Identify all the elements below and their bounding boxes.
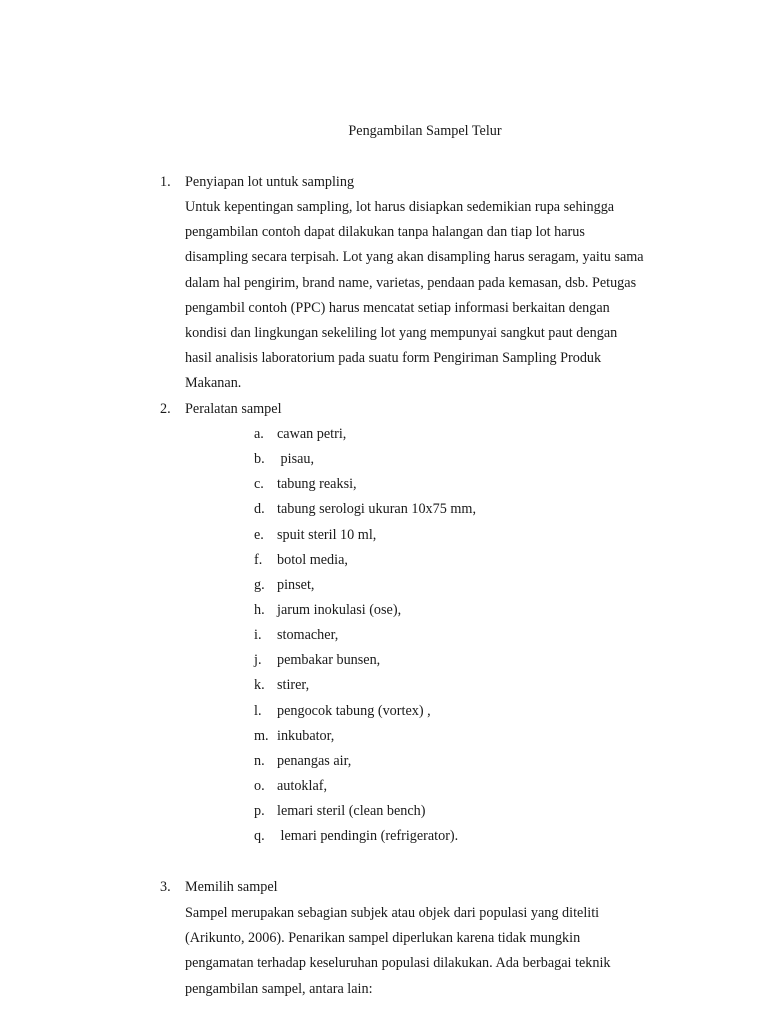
section-1-number: 1.	[160, 174, 171, 190]
paragraph-line: (Arikunto, 2006). Penarikan sampel diperlukan karena tidak mungkin	[185, 930, 581, 947]
list-item-letter: p.	[254, 803, 265, 820]
list-item-letter: j.	[254, 652, 262, 669]
list-item	[254, 425, 476, 450]
list-item	[254, 500, 476, 525]
list-item-text: penangas air,	[277, 752, 352, 769]
section-2-number: 2.	[160, 401, 171, 417]
paragraph-line: Makanan.	[185, 375, 242, 392]
paragraph-line: kondisi dan lingkungan sekeliling lot yang mempunyai sangkut paut dengan	[185, 324, 618, 341]
paragraph-line: dalam hal pengirim, brand name, varietas, pendaan pada kemasan, dsb. Petugas	[185, 274, 637, 291]
list-item	[254, 727, 476, 752]
list-item-text: spuit steril 10 ml,	[277, 526, 377, 543]
section-1-paragraph	[185, 198, 695, 400]
section-2-heading: Peralatan sampel	[185, 401, 282, 417]
section-3-number: 3.	[160, 879, 171, 895]
list-item-letter: m.	[254, 727, 269, 744]
list-item-letter: h.	[254, 601, 265, 618]
list-item	[254, 626, 476, 651]
list-item-letter: c.	[254, 476, 264, 493]
list-item-text: stirer,	[277, 677, 310, 694]
paragraph-line: pengambilan contoh dapat dilakukan tanpa halangan dan tiap lot harus	[185, 224, 585, 241]
paragraph-line: pengamatan terhadap keseluruhan populasi dilakukan. Ada berbagai teknik	[185, 955, 611, 972]
list-item-text: lemari pendingin (refrigerator).	[277, 828, 459, 845]
list-item-text: pembakar bunsen,	[277, 652, 381, 669]
list-item	[254, 827, 476, 852]
paragraph-line: Sampel merupakan sebagian subjek atau objek dari populasi yang diteliti	[185, 905, 600, 921]
paragraph-line: pengambilan sampel, antara lain:	[185, 980, 373, 997]
list-item	[254, 702, 476, 727]
list-item	[254, 526, 476, 551]
list-item	[254, 475, 476, 500]
list-item-letter: g.	[254, 576, 265, 593]
list-item	[254, 601, 476, 626]
list-item-letter: d.	[254, 501, 265, 518]
list-item-letter: e.	[254, 526, 264, 543]
list-item-letter: i.	[254, 627, 262, 644]
paragraph-line: pengambil contoh (PPC) harus mencatat setiap informasi berkaitan dengan	[185, 299, 610, 316]
section-1-heading: Penyiapan lot untuk sampling	[185, 174, 355, 190]
list-item	[254, 752, 476, 777]
list-item-text: tabung serologi ukuran 10x75 mm,	[277, 501, 476, 518]
list-item	[254, 676, 476, 701]
list-item-text: jarum inokulasi (ose),	[277, 601, 402, 618]
list-item-letter: l.	[254, 702, 262, 719]
section-3-heading: Memilih sampel	[185, 879, 278, 895]
equipment-list	[254, 425, 476, 852]
list-item-letter: q.	[254, 828, 265, 845]
list-item	[254, 777, 476, 802]
list-item-text: pisau,	[277, 451, 315, 468]
list-item	[254, 576, 476, 601]
list-item-letter: k.	[254, 677, 265, 694]
list-item	[254, 651, 476, 676]
list-item-text: inkubator,	[277, 727, 335, 744]
list-item-letter: n.	[254, 752, 265, 769]
list-item-text: pengocok tabung (vortex) ,	[277, 702, 431, 719]
list-item	[254, 551, 476, 576]
list-item-letter: o.	[254, 777, 265, 794]
list-item-text: pinset,	[277, 576, 315, 593]
paragraph-line: Untuk kepentingan sampling, lot harus disiapkan sedemikian rupa sehingga	[185, 199, 615, 215]
paragraph-line: hasil analisis laboratorium pada suatu form Pengiriman Sampling Produk	[185, 350, 602, 367]
list-item-letter: f.	[254, 551, 263, 568]
list-item-text: lemari steril (clean bench)	[277, 803, 426, 820]
list-item-letter: b.	[254, 451, 265, 468]
list-item	[254, 450, 476, 475]
list-item	[254, 802, 476, 827]
list-item-letter: a.	[254, 426, 264, 442]
list-item-text: cawan petri,	[277, 426, 347, 442]
paragraph-line: disampling secara terpisah. Lot yang akan disampling harus seragam, yaitu sama	[185, 249, 644, 266]
list-item-text: botol media,	[277, 551, 348, 568]
section-3-paragraph	[185, 904, 695, 1005]
document-title: Pengambilan Sampel Telur	[348, 123, 502, 139]
list-item-text: autoklaf,	[277, 777, 328, 794]
list-item-text: tabung reaksi,	[277, 476, 357, 493]
list-item-text: stomacher,	[277, 627, 339, 644]
